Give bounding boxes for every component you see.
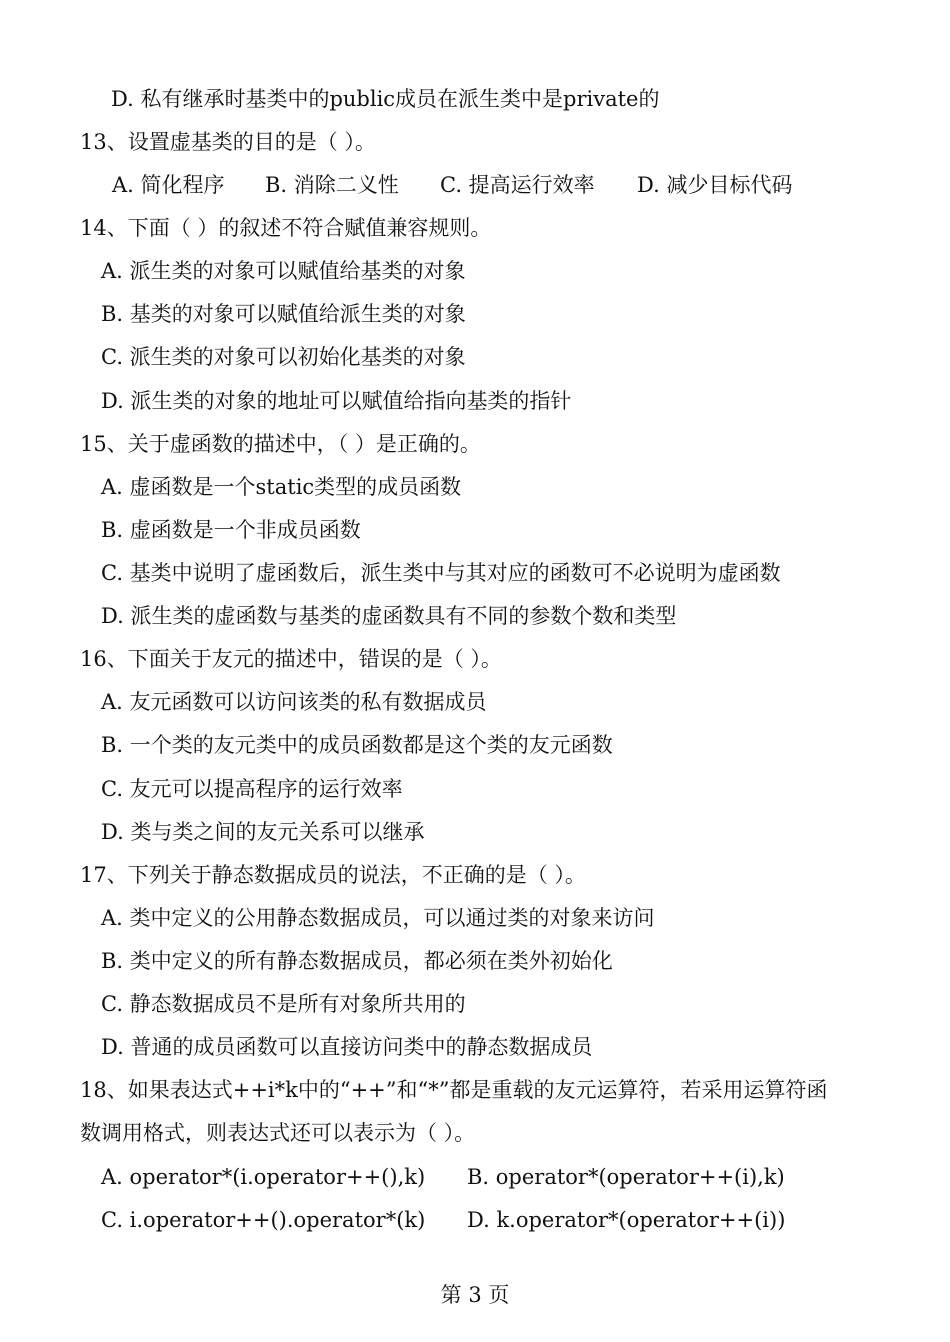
q13-option-b: B. 消除二义性 (265, 173, 399, 197)
q16-option-b: B. 一个类的友元类中的成员函数都是这个类的友元函数 (101, 733, 613, 757)
question-16-stem: 16、下面关于友元的描述中，错误的是（ ）。 (80, 647, 502, 671)
q17-option-d: D. 普通的成员函数可以直接访问类中的静态数据成员 (101, 1035, 593, 1059)
option-d-prev: D. 私有继承时基类中的public成员在派生类中是private的 (111, 87, 660, 111)
q17-option-a: A. 类中定义的公用静态数据成员，可以通过类的对象来访问 (101, 906, 655, 930)
q18-option-d: D. k.operator*(operator++(i)) (467, 1208, 786, 1232)
q16-option-a: A. 友元函数可以访问该类的私有数据成员 (101, 690, 487, 714)
q14-option-b: B. 基类的对象可以赋值给派生类的对象 (101, 302, 466, 326)
q14-option-a: A. 派生类的对象可以赋值给基类的对象 (101, 259, 466, 283)
question-14-stem: 14、下面（ ）的叙述不符合赋值兼容规则。 (80, 216, 492, 240)
q15-option-b: B. 虚函数是一个非成员函数 (101, 518, 361, 542)
question-18-stem-line2: 数调用格式，则表达式还可以表示为（ ）。 (80, 1121, 476, 1145)
question-18-stem-line1: 18、如果表达式++i*k中的“++”和“*”都是重载的友元运算符，若采用运算符函 (80, 1078, 828, 1102)
q15-option-a: A. 虚函数是一个static类型的成员函数 (101, 475, 462, 499)
q18-option-a: A. operator*(i.operator++(),k) (101, 1165, 426, 1189)
q13-option-a: A. 简化程序 (112, 173, 225, 197)
q15-option-d: D. 派生类的虚函数与基类的虚函数具有不同的参数个数和类型 (101, 604, 677, 628)
q15-option-c: C. 基类中说明了虚函数后，派生类中与其对应的函数可不必说明为虚函数 (101, 561, 781, 585)
q16-option-d: D. 类与类之间的友元关系可以继承 (101, 820, 425, 844)
question-17-stem: 17、下列关于静态数据成员的说法，不正确的是（ ）。 (80, 863, 586, 887)
q17-option-c: C. 静态数据成员不是所有对象所共用的 (101, 992, 466, 1016)
question-13-stem: 13、设置虚基类的目的是（ ）。 (80, 130, 376, 154)
page-number: 第 3 页 (440, 1283, 510, 1307)
q18-option-b: B. operator*(operator++(i),k) (467, 1165, 785, 1189)
q16-option-c: C. 友元可以提高程序的运行效率 (101, 777, 403, 801)
q14-option-c: C. 派生类的对象可以初始化基类的对象 (101, 345, 466, 369)
q18-option-c: C. i.operator++().operator*(k) (101, 1208, 426, 1232)
q17-option-b: B. 类中定义的所有静态数据成员，都必须在类外初始化 (101, 949, 613, 973)
q13-option-d: D. 减少目标代码 (637, 173, 793, 197)
q13-option-c: C. 提高运行效率 (440, 173, 595, 197)
question-15-stem: 15、关于虚函数的描述中，（ ）是正确的。 (80, 432, 481, 456)
q14-option-d: D. 派生类的对象的地址可以赋值给指向基类的指针 (101, 389, 572, 413)
